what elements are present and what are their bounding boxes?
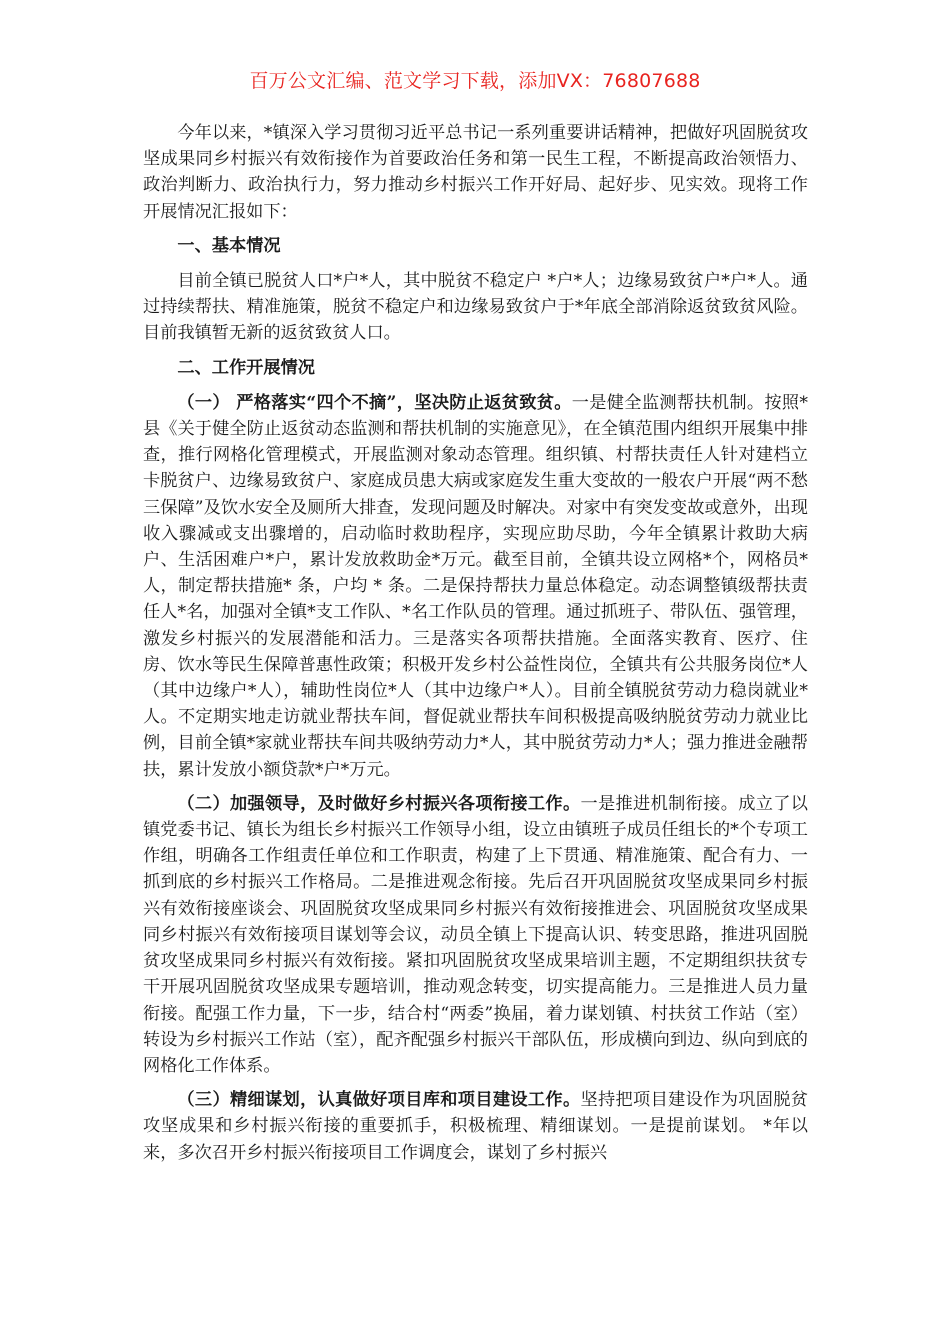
work-item-2-lead: （二）加强领导，及时做好乡村振兴各项衔接工作。 bbox=[177, 793, 581, 814]
section-heading-work: 二、工作开展情况 bbox=[177, 357, 315, 378]
work-item-3-body: 坚持把项目建设作为巩固脱贫攻坚成果和乡村振兴衔接的重要抓手，积极梳理、精细谋划。一是提前谋划。 *年以来，多次召开乡村振兴衔接项目工作调度会，谋划了乡村振兴 bbox=[143, 1090, 808, 1163]
section-heading-basic: 一、基本情况 bbox=[177, 235, 281, 256]
work-item-2-body: 一是推进机制衔接。成立了以镇党委书记、镇长为组长乡村振兴工作领导小组，设立由镇班子成员任组长的*个专项工作组，明确各工作组责任单位和工作职责，构建了上下贯通、精准施策、配合有力、一抓到底的乡村振兴工作格局。二是推进观念衔接。先后召开巩固脱贫攻坚成果同乡村振兴有效衔接座谈会、巩固脱贫攻坚成果同乡村振兴有效衔接推进会、巩固脱贫攻坚成果同乡村振兴有效衔接项目谋划等会议，动员全镇上下提高认识、转变思路，推进巩固脱贫攻坚成果同乡村振兴有效衔接。紧扣巩固脱贫攻坚成果培训主题，不定期组织扶贫专干开展巩固脱贫攻坚成果专题培训，推动观念转变，切实提高能力。三是推进人员力量衔接。配强工作力量，下一步，结合村“两委”换届，着力谋划镇、村扶贫工作站（室）转设为乡村振兴工作站（室），配齐配强乡村振兴干部队伍，形成横向到边、纵向到底的网格化工作体系。 bbox=[143, 793, 808, 1076]
intro-paragraph: 今年以来，*镇深入学习贯彻习近平总书记一系列重要讲话精神，把做好巩固脱贫攻坚成果同乡村振兴有效衔接作为首要政治任务和第一民生工程，不断提高政治领悟力、政治判断力、政治执行力，努力推动乡村振兴工作开好局、起好步、见实效。现将工作开展情况汇报如下： bbox=[143, 123, 808, 222]
work-item-2-paragraph bbox=[143, 791, 808, 1079]
work-item-1-body: 一是健全监测帮扶机制。按照*县《关于健全防止返贫动态监测和帮扶机制的实施意见》，在全镇范围内组织开展集中排查，推行网格化管理模式，开展监测对象动态管理。组织镇、村帮扶责任人针对建档立卡脱贫户、边缘易致贫户、家庭成员患大病或家庭发生重大变故的一般农户开展“两不愁三保障”及饮水安全及厕所大排查，发现问题及时解决。对家中有突发变故或意外，出现收入骤减或支出骤增的，启动临时救助程序，实现应助尽助，今年全镇累计救助大病户、生活困难户*户，累计发放救助金*万元。截至目前，全镇共设立网格*个，网格员*人，制定帮扶措施* 条，户均 * 条。二是保持帮扶力量总体稳定。动态调整镇级帮扶责任人*名，加强对全镇*支工作队、*名工作队员的管理。通过抓班子、带队伍、强管理，激发乡村振兴的发展潜能和活力。三是落实各项帮扶措施。全面落实教育、医疗、住房、饮水等民生保障普惠性政策；积极开发乡村公益性岗位，全镇共有公共服务岗位*人（其中边缘户*人），辅助性岗位*人（其中边缘户*人）。目前全镇脱贫劳动力稳岗就业* 人。不定期实地走访就业帮扶车间，督促就业帮扶车间积极提高吸纳脱贫劳动力就业比例，目前全镇*家就业帮扶车间共吸纳劳动力*人，其中脱贫劳动力*人；强力推进金融帮扶，累计发放小额贷款*户*万元。 bbox=[143, 392, 808, 780]
watermark-header: 百万公文汇编、范文学习下载，添加VX：76807688 bbox=[249, 70, 701, 92]
work-item-3-paragraph bbox=[143, 1087, 808, 1166]
section-basic-paragraph: 目前全镇已脱贫人口*户*人，其中脱贫不稳定户 *户*人；边缘易致贫户*户*人。通过持续帮扶、精准施策，脱贫不稳定户和边缘易致贫户于*年底全部消除返贫致贫风险。目前我镇暂无新的返贫致贫人口。 bbox=[143, 271, 808, 344]
work-item-1-paragraph bbox=[143, 390, 808, 783]
work-item-3-lead: （三）精细谋划，认真做好项目库和项目建设工作。 bbox=[177, 1090, 581, 1111]
work-item-1-lead: （一） 严格落实“四个不摘”，坚决防止返贫致贫。 bbox=[177, 392, 572, 413]
document-body bbox=[143, 120, 808, 1174]
